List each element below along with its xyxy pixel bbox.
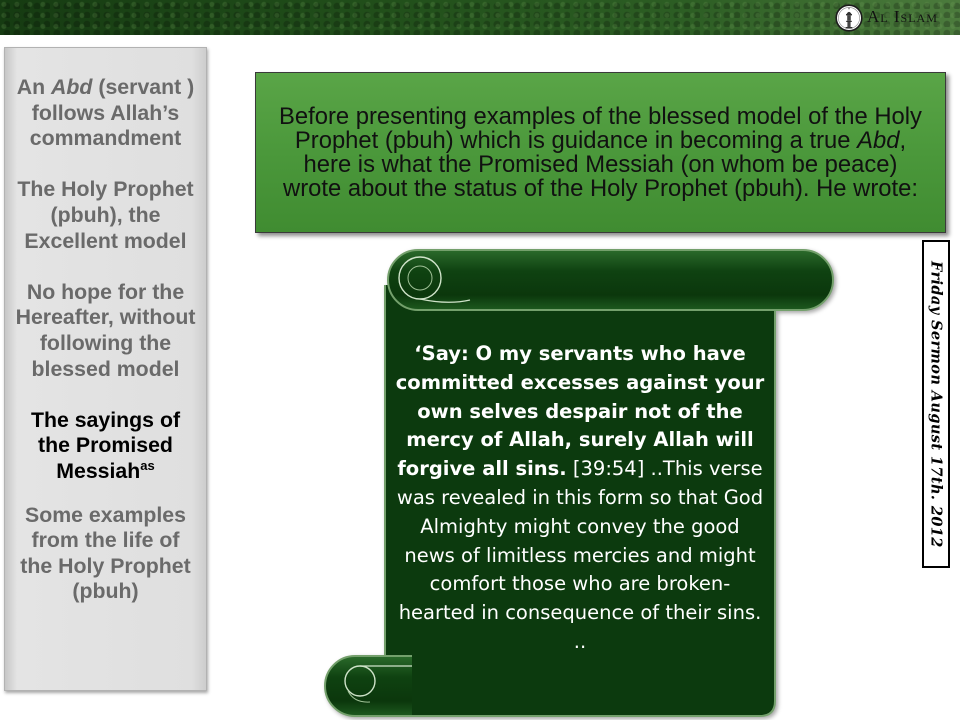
sidebar-item-line — [9, 459, 202, 485]
sidebar-item-line: Hereafter, without — [15, 305, 196, 330]
quote-line: mercy of Allah, surely Allah will — [406, 428, 754, 452]
sidebar-item-line: The Holy Prophet — [17, 177, 194, 202]
sidebar-item-text: (servant ) — [92, 75, 195, 99]
sidebar-item-line: blessed model — [31, 356, 180, 381]
sidebar-item-text: Messiah — [56, 458, 141, 483]
intro-emphasis: Abd — [857, 126, 900, 154]
topics-sidebar — [4, 47, 207, 691]
quote-line: .. — [573, 629, 587, 653]
sidebar-item-line: the Promised — [38, 433, 173, 458]
intro-line: Before presenting examples of the blessed model of the Holy — [279, 102, 922, 130]
sidebar-item-excellent-model — [9, 177, 202, 254]
sidebar-item-line: follows Allah’s — [31, 100, 180, 125]
sidebar-item-line: (pbuh), the — [50, 202, 161, 227]
intro-line: here is what the Promised Messiah (on whom be peace) — [303, 150, 898, 178]
minaret-logo-icon — [835, 4, 863, 32]
quote-line: was revealed in this form so that God — [396, 485, 764, 509]
sidebar-item-line: Some examples — [25, 502, 186, 527]
intro-text: Prophet (pbuh) which is guidance in becoming a true — [294, 126, 858, 154]
quote-line: committed excesses against your — [395, 370, 765, 394]
quote-line: ‘Say: O my servants who have — [414, 342, 746, 365]
brand-name: Al Islam — [867, 7, 938, 26]
sidebar-item-line: commandment — [29, 126, 182, 151]
top-banner — [0, 0, 960, 35]
sidebar-item-emphasis: Abd — [51, 75, 93, 99]
quote-line: comfort those who are broken- — [429, 572, 731, 596]
intro-text: , — [899, 126, 907, 154]
quote-line: own selves despair not of the — [417, 399, 743, 423]
sidebar-item-examples-life — [9, 503, 202, 605]
quote-line: news of limitless mercies and might — [404, 543, 756, 567]
sidebar-item-line: (pbuh) — [72, 579, 139, 604]
sidebar-item-superscript: as — [140, 457, 155, 473]
sidebar-item-line: from the life of — [31, 528, 180, 553]
quote-verse-end: forgive all sins. — [397, 457, 567, 481]
sermon-date-box — [922, 240, 950, 568]
intro-line: wrote about the status of the Holy Prophet (pbuh). He wrote: — [283, 174, 918, 202]
sidebar-item-line: The sayings of — [30, 407, 181, 432]
sidebar-item-line: the Holy Prophet — [20, 553, 191, 578]
intro-line — [294, 126, 907, 154]
scroll-top-roll — [388, 250, 833, 310]
quote-line: hearted in consequence of their sins. — [398, 601, 762, 625]
scroll-bottom-roll — [325, 656, 412, 716]
sidebar-item-line: following the — [39, 330, 172, 355]
sidebar-item-no-hope-hereafter — [9, 280, 202, 382]
sidebar-item-abd-follows-commandment — [9, 75, 202, 152]
quote-reference: [39:54] ..This verse — [566, 457, 763, 481]
sidebar-item-line: Excellent model — [24, 228, 187, 253]
intro-textbox — [255, 72, 946, 233]
sidebar-item-sayings-promised-messiah — [9, 408, 202, 485]
quote-text — [385, 340, 775, 657]
sidebar-item-line — [9, 75, 202, 101]
quote-line — [385, 455, 775, 484]
sermon-date-label: Friday Sermon August 17th. 2012 — [927, 260, 945, 548]
quote-line: Almighty might convey the good — [420, 514, 740, 538]
sidebar-item-text: An — [16, 75, 52, 99]
sidebar-item-line: No hope for the — [26, 279, 185, 304]
